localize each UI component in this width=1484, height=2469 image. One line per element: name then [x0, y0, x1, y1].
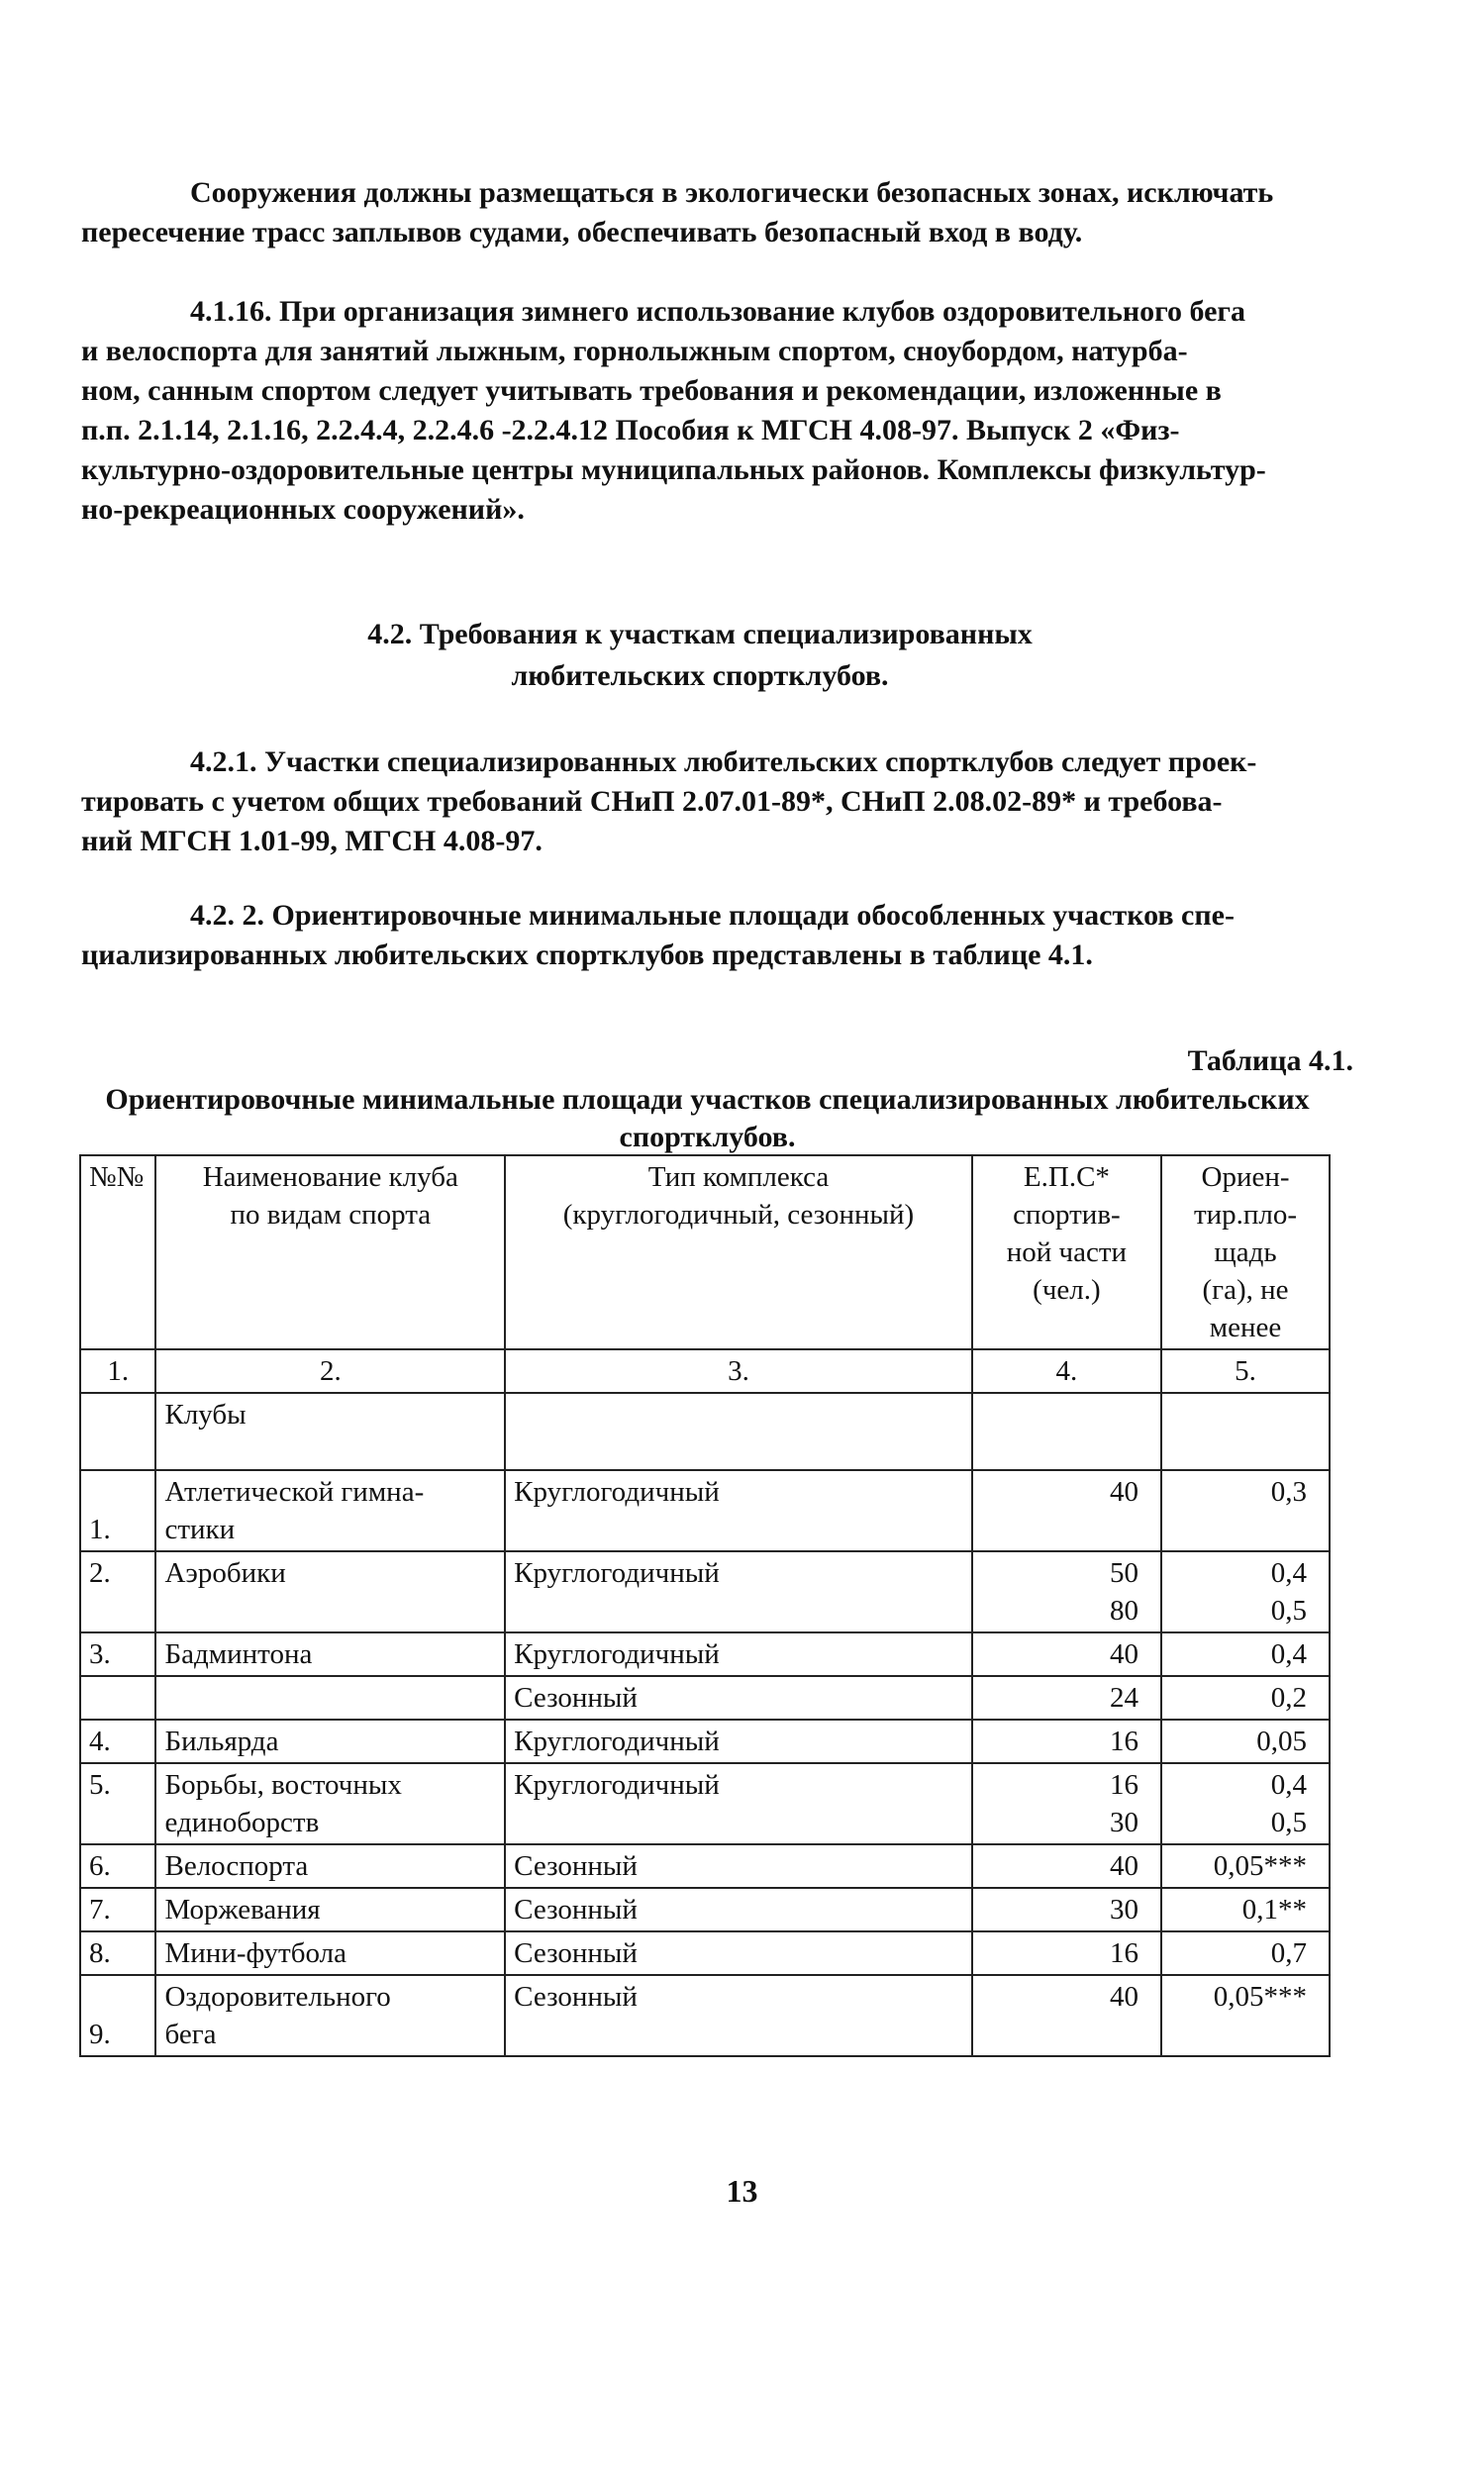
cell-text: Атлетической гимна- [164, 1476, 425, 1508]
cell-text: 0,05*** [1213, 1850, 1307, 1882]
cell-text: 0,3 [1270, 1476, 1307, 1508]
cell-text: 0,05 [1256, 1726, 1307, 1757]
cell-text: 0,2 [1270, 1682, 1307, 1714]
cell-text: 50 [1110, 1557, 1139, 1589]
row-area-cell [1161, 1888, 1330, 1931]
table-caption [81, 1081, 1334, 1156]
header-text: (чел.) [1033, 1274, 1101, 1306]
cell-text: стики [164, 1514, 236, 1545]
table-body [80, 1349, 1330, 2056]
row-number-cell [80, 1632, 155, 1676]
header-area [1161, 1155, 1330, 1349]
row-number-cell [80, 1763, 155, 1844]
row-area-cell [1161, 1632, 1330, 1676]
row-area-cell [1161, 1975, 1330, 2056]
heading-line: 4.2. Требования к участкам специализированных [367, 618, 1033, 650]
header-text: по видам спорта [230, 1199, 432, 1231]
cell-text: 0,4 [1270, 1557, 1307, 1589]
table-group-row [80, 1393, 1330, 1470]
header-text: Е.П.С* [1023, 1161, 1110, 1193]
table-row [80, 1763, 1330, 1844]
group-cell-empty [80, 1393, 155, 1470]
paragraph-4-1-16 [81, 292, 1319, 530]
paragraph-line: ний МГСН 1.01-99, МГСН 4.08-97. [81, 825, 543, 857]
row-club-name-cell [155, 1844, 505, 1888]
row-club-name-cell [155, 1888, 505, 1931]
row-number-cell [80, 1676, 155, 1720]
cell-text: Моржевания [164, 1894, 321, 1926]
row-number-cell [80, 1931, 155, 1975]
cell-text: Сезонный [514, 1937, 638, 1969]
index-cell: 5. [1161, 1349, 1330, 1393]
cell-text: 4. [89, 1726, 111, 1757]
caption-line: спортклубов. [619, 1121, 796, 1153]
row-complex-type-cell [505, 1844, 972, 1888]
cell-text: 0,05*** [1213, 1981, 1307, 2013]
row-area-cell [1161, 1931, 1330, 1975]
cell-text: 0,4 [1270, 1638, 1307, 1670]
row-complex-type-cell [505, 1676, 972, 1720]
paragraph-1 [81, 173, 1319, 252]
cell-text: бега [164, 2019, 217, 2050]
paragraph-line: Сооружения должны размещаться в экологически безопасных зонах, исключать [190, 176, 1274, 209]
header-eps [972, 1155, 1161, 1349]
row-number-cell [80, 1844, 155, 1888]
row-area-cell [1161, 1470, 1330, 1551]
paragraph-line: циализированных любительских спортклубов представлены в таблице 4.1. [81, 938, 1093, 971]
cell-text: 40 [1110, 1638, 1139, 1670]
caption-line: Ориентировочные минимальные площади участков специализированных любительских [105, 1083, 1310, 1116]
cell-text: 5. [89, 1769, 111, 1801]
row-eps-cell [972, 1931, 1161, 1975]
row-club-name-cell [155, 1632, 505, 1676]
header-text: Наименование клуба [202, 1161, 458, 1193]
cell-text: Сезонный [514, 1850, 638, 1882]
cell-text: 80 [1110, 1595, 1139, 1627]
row-eps-cell [972, 1676, 1161, 1720]
table-row [80, 1720, 1330, 1763]
cell-text: 16 [1110, 1937, 1139, 1969]
row-number-cell [80, 1888, 155, 1931]
header-text: Ориен- [1201, 1161, 1290, 1193]
cell-text: 8. [89, 1937, 111, 1969]
cell-text: 0,4 [1270, 1769, 1307, 1801]
cell-text: 40 [1110, 1476, 1139, 1508]
row-eps-cell [972, 1975, 1161, 2056]
index-cell: 2. [155, 1349, 505, 1393]
cell-text: Оздоровительного [164, 1981, 391, 2013]
row-area-cell [1161, 1676, 1330, 1720]
paragraph-4-2-1 [81, 742, 1319, 861]
paragraph-line: 4.1.16. При организация зимнего использование клубов оздоровительного бега [190, 295, 1246, 328]
cell-text: 6. [89, 1850, 111, 1882]
cell-text: 1. [89, 1514, 111, 1545]
row-club-name-cell [155, 1676, 505, 1720]
header-text: (га), не [1202, 1274, 1289, 1306]
table-row [80, 1844, 1330, 1888]
paragraph-line: пересечение трасс заплывов судами, обеспечивать безопасный вход в воду. [81, 216, 1083, 248]
row-complex-type-cell [505, 1551, 972, 1632]
row-complex-type-cell [505, 1888, 972, 1931]
paragraph-line: и велоспорта для занятий лыжным, горнолыжным спортом, сноубордом, натурба- [81, 335, 1188, 367]
row-complex-type-cell [505, 1632, 972, 1676]
group-cell-empty [972, 1393, 1161, 1470]
header-text: спортив- [1013, 1199, 1121, 1231]
cell-text: единоборств [164, 1807, 320, 1838]
page-number: 13 [726, 2173, 758, 2209]
areas-table [79, 1154, 1331, 2057]
row-eps-cell [972, 1551, 1161, 1632]
table-row [80, 1931, 1330, 1975]
cell-text: Борьбы, восточных [164, 1769, 402, 1801]
index-cell: 3. [505, 1349, 972, 1393]
row-complex-type-cell [505, 1931, 972, 1975]
row-eps-cell [972, 1763, 1161, 1844]
row-eps-cell [972, 1632, 1161, 1676]
table-row [80, 1551, 1330, 1632]
row-eps-cell [972, 1844, 1161, 1888]
cell-text: 40 [1110, 1850, 1139, 1882]
cell-text: Мини-футбола [164, 1937, 346, 1969]
paragraph-line: но-рекреационных сооружений». [81, 493, 525, 526]
row-number-cell [80, 1720, 155, 1763]
row-club-name-cell [155, 1551, 505, 1632]
cell-text: 24 [1110, 1682, 1139, 1714]
cell-text: 30 [1110, 1807, 1139, 1838]
paragraph-line: 4.2.1. Участки специализированных любительских спортклубов следует проек- [190, 745, 1257, 778]
cell-text: 30 [1110, 1894, 1139, 1926]
cell-text: 7. [89, 1894, 111, 1926]
row-club-name-cell [155, 1470, 505, 1551]
cell-text: Круглогодичный [514, 1638, 720, 1670]
cell-text: 0,5 [1270, 1807, 1307, 1838]
header-text: Тип комплекса [647, 1161, 830, 1193]
cell-text: Велоспорта [164, 1850, 309, 1882]
header-text: ной части [1006, 1236, 1128, 1268]
row-number-cell [80, 1551, 155, 1632]
row-club-name-cell [155, 1975, 505, 2056]
cell-text: Круглогодичный [514, 1557, 720, 1589]
row-area-cell [1161, 1551, 1330, 1632]
cell-text: Аэробики [164, 1557, 286, 1589]
heading-line: любительских спортклубов. [511, 659, 889, 692]
header-text: тир.пло- [1193, 1199, 1298, 1231]
header-complex-type [505, 1155, 972, 1349]
table-header-row [80, 1155, 1330, 1349]
cell-text: Сезонный [514, 1682, 638, 1714]
row-eps-cell [972, 1470, 1161, 1551]
row-club-name-cell [155, 1720, 505, 1763]
group-label: Клубы [155, 1393, 505, 1470]
cell-text: 9. [89, 2019, 111, 2050]
paragraph-line: 4.2. 2. Ориентировочные минимальные площади обособленных участков спе- [190, 899, 1235, 932]
paragraph-line: тировать с учетом общих требований СНиП 2.07.01-89*, СНиП 2.08.02-89* и требова- [81, 785, 1223, 818]
table-label: Таблица 4.1. [1187, 1044, 1353, 1077]
row-area-cell [1161, 1763, 1330, 1844]
header-text: щадь [1214, 1236, 1277, 1268]
row-area-cell [1161, 1844, 1330, 1888]
index-cell: 1. [80, 1349, 155, 1393]
table-index-row [80, 1349, 1330, 1393]
row-club-name-cell [155, 1931, 505, 1975]
index-cell: 4. [972, 1349, 1161, 1393]
cell-text: Круглогодичный [514, 1476, 720, 1508]
cell-text: Сезонный [514, 1981, 638, 2013]
table-row [80, 1975, 1330, 2056]
row-number-cell [80, 1470, 155, 1551]
table-row [80, 1888, 1330, 1931]
cell-text: 2. [89, 1557, 111, 1589]
header-text: (круглогодичный, сезонный) [562, 1199, 915, 1231]
paragraph-4-2-2 [81, 896, 1319, 975]
cell-text: 0,7 [1270, 1937, 1307, 1969]
cell-text: 0,1** [1241, 1894, 1307, 1926]
group-cell-empty [1161, 1393, 1330, 1470]
row-complex-type-cell [505, 1975, 972, 2056]
row-complex-type-cell [505, 1763, 972, 1844]
group-cell-empty [505, 1393, 972, 1470]
paragraph-line: культурно-оздоровительные центры муниципальных районов. Комплексы физкультур- [81, 453, 1266, 486]
cell-text: Бильярда [164, 1726, 279, 1757]
cell-text: 0,5 [1270, 1595, 1307, 1627]
header-number [80, 1155, 155, 1349]
row-complex-type-cell [505, 1720, 972, 1763]
row-complex-type-cell [505, 1470, 972, 1551]
cell-text: Круглогодичный [514, 1769, 720, 1801]
row-eps-cell [972, 1720, 1161, 1763]
row-number-cell [80, 1975, 155, 2056]
row-area-cell [1161, 1720, 1330, 1763]
cell-text: Сезонный [514, 1894, 638, 1926]
header-text: менее [1209, 1312, 1282, 1343]
cell-text: 3. [89, 1638, 111, 1670]
table-row [80, 1676, 1330, 1720]
row-club-name-cell [155, 1763, 505, 1844]
cell-text: Бадминтона [164, 1638, 313, 1670]
cell-text: Круглогодичный [514, 1726, 720, 1757]
paragraph-line: п.п. 2.1.14, 2.1.16, 2.2.4.4, 2.2.4.6 -2.2.4.12 Пособия к МГСН 4.08-97. Выпуск 2 «Физ- [81, 414, 1180, 446]
row-eps-cell [972, 1888, 1161, 1931]
table-row [80, 1632, 1330, 1676]
header-club-name [155, 1155, 505, 1349]
section-heading [81, 614, 1319, 697]
cell-text: 16 [1110, 1769, 1139, 1801]
cell-text: 16 [1110, 1726, 1139, 1757]
header-text: №№ [89, 1161, 145, 1193]
table-row [80, 1470, 1330, 1551]
paragraph-line: ном, санным спортом следует учитывать требования и рекомендации, изложенные в [81, 374, 1222, 407]
cell-text: 40 [1110, 1981, 1139, 2013]
